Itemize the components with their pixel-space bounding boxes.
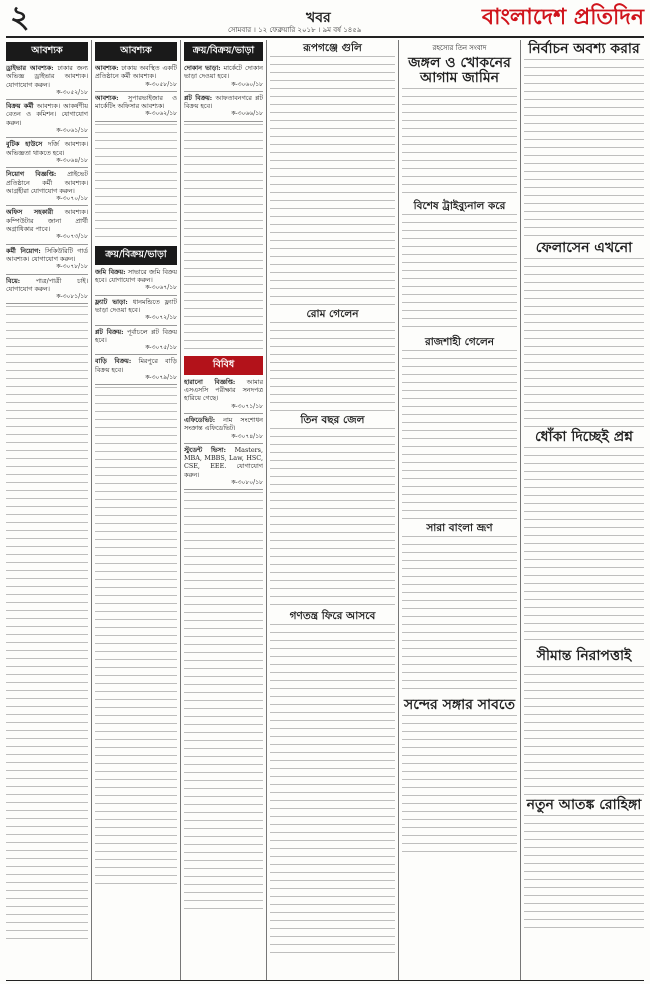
ad-code: ক-৩০৭৯/১৮ — [145, 374, 177, 382]
column-divider — [91, 40, 92, 980]
ad-list — [95, 64, 177, 122]
classified-ad — [95, 94, 177, 119]
ad-lead: ফ্ল্যাট ভাড়া: — [95, 297, 128, 306]
page-number: ২ — [10, 0, 30, 35]
ad-text: নাম সংশোধন সংক্রান্ত এফিডেভিট। — [184, 415, 263, 433]
ad-text: আবশ্যক। আকর্ষণীয় বেতন ও কমিশন। যোগাযোগ করুন। — [6, 102, 88, 127]
ad-separator — [95, 295, 177, 296]
ad-text: সিকিউরিটি গার্ড আবশ্যক। যোগাযোগ করুন। — [6, 246, 88, 263]
masthead — [6, 0, 644, 35]
ad-code: ক-৩০৮১/১৮ — [56, 293, 88, 301]
body-text-block — [184, 124, 263, 354]
classified-ad — [6, 64, 88, 97]
body-text-block — [6, 306, 88, 946]
story-headline: রূপগঞ্জে গুলি — [303, 42, 362, 54]
footer-rule — [6, 980, 644, 981]
ad-lead: অফিস সহকারী — [6, 208, 54, 217]
story-headline: জঙ্গল ও খোকনের আগাম জামিন — [408, 55, 511, 86]
ad-text: পূর্বাচলে প্লট বিক্রয় হবে। — [95, 327, 177, 344]
ad-text: আমার এসএসসি পরীক্ষার সনদপত্র হারিয়ে গেছে। — [184, 377, 263, 403]
story-body — [270, 56, 395, 306]
ad-lead: ড্রাইভার আবশ্যক: — [6, 64, 54, 72]
story-body — [270, 428, 395, 608]
section-header: আবশ্যক — [95, 42, 177, 61]
story-body — [524, 258, 644, 428]
ad-code: ক-৩০৭১/১৮ — [231, 402, 263, 410]
ad-text: সুপারভাইজার ও মার্কেটিং অফিসার আবশ্যক। — [95, 93, 177, 111]
ad-text: ঢাকার জন্য অভিজ্ঞ ড্রাইভার আবশ্যক। যোগাযোগ করুন। — [6, 64, 88, 89]
story-body — [524, 59, 644, 239]
story-headline: রোম গেলেন — [306, 308, 359, 320]
ad-text: মার্কেটে দোকান ভাড়া দেওয়া হবে। — [184, 64, 263, 81]
ad-separator — [95, 121, 177, 122]
story-headline: সীমান্ত নিরাপত্তাই — [536, 648, 632, 664]
story-body — [402, 715, 517, 855]
story-body — [524, 815, 644, 935]
ad-lead: আবশ্যক: — [95, 93, 119, 102]
ad-separator — [95, 384, 177, 385]
story-column-6 — [524, 40, 644, 980]
ad-code: ক-৩০৮০/১৮ — [231, 479, 263, 487]
classified-ad — [184, 446, 263, 487]
ad-lead: প্লট বিক্রয়: — [184, 93, 213, 102]
ad-separator — [95, 354, 177, 355]
ad-list — [184, 378, 263, 491]
ad-list — [6, 64, 88, 304]
story-kicker: রহস্যের তিন সংবাদ — [432, 44, 487, 52]
column-divider — [398, 40, 399, 980]
ad-lead: এফিডেভিট: — [184, 415, 216, 424]
classified-ad — [95, 357, 177, 382]
story-headline: সন্দের সঙ্গার সাবতে — [403, 697, 516, 713]
story-headline: তিন বছর জেল — [300, 414, 365, 426]
classified-ad — [6, 170, 88, 203]
ad-lead: হারানো বিজ্ঞপ্তি: — [184, 377, 236, 386]
classified-ad — [6, 102, 88, 135]
classified-ad — [95, 328, 177, 353]
classified-ad — [6, 140, 88, 165]
classifieds-column-1 — [6, 40, 88, 980]
column-divider — [266, 40, 267, 980]
classified-ad — [184, 416, 263, 441]
ad-separator — [6, 303, 88, 304]
ad-lead: বিক্রয় কর্মী — [6, 102, 34, 111]
ad-code: ক-৩০৬৪/১৮ — [56, 156, 88, 164]
issue-line: সোমবার । ১২ ফেব্রুয়ারি ২০১৮ । ৯ম বর্ষ ১৪৫৯ — [228, 26, 362, 34]
ad-separator — [6, 244, 88, 245]
ad-text: ঢাকায় অবস্থিত একটি প্রতিষ্ঠানে কর্মী আবশ্যক। — [95, 64, 177, 81]
ad-lead: কর্মী নিয়োগ: — [6, 246, 41, 255]
ad-lead: স্টুডেন্ট ভিসা: — [184, 445, 226, 454]
ad-text: আফতাবনগরে প্লট বিক্রয় হবে। — [184, 93, 263, 111]
column-divider — [520, 40, 521, 980]
story-headline: নির্বাচন অবশ্য করার — [528, 41, 640, 57]
story-headline: গণতন্ত্র ফিরে আসবে — [289, 610, 376, 622]
ad-separator — [184, 91, 263, 92]
ad-lead: জমি বিক্রয়: — [95, 267, 126, 276]
ad-separator — [95, 91, 177, 92]
ad-lead: বাড়ি বিক্রয়: — [95, 357, 132, 366]
section-header: ক্রয়/বিক্রয়/ভাড়া — [184, 42, 263, 61]
story-headline: বিশেষ ট্রাইব্যুনাল করে — [413, 200, 506, 212]
ad-separator — [184, 413, 263, 414]
story-body — [524, 447, 644, 647]
ad-code: ক-৩০৭৮/১৮ — [56, 263, 88, 271]
classified-ad — [6, 277, 88, 302]
ad-lead: বুটিক হাউসে — [6, 140, 43, 149]
story-body — [270, 322, 395, 412]
story-headline: সারা বাংলা ভ্রূণ — [426, 522, 493, 534]
body-text-block — [184, 492, 263, 912]
ad-text: দর্জি আবশ্যক। অভিজ্ঞতা থাকতে হবে। — [6, 140, 88, 157]
section-header: বিবিধ — [184, 356, 263, 375]
classifieds-column-3 — [184, 40, 263, 980]
classified-ad — [184, 64, 263, 89]
ad-separator — [184, 489, 263, 490]
masthead-rule — [6, 36, 644, 38]
ad-code: ক-৩০৭২/১৮ — [145, 314, 177, 322]
ad-separator — [6, 99, 88, 100]
story-body — [402, 88, 517, 198]
ad-separator — [6, 167, 88, 168]
story-body — [402, 536, 517, 696]
ad-separator — [6, 205, 88, 206]
ad-list — [184, 64, 263, 122]
ad-text: পাত্র/পাত্রী চাই। যোগাযোগ করুন। — [6, 276, 88, 293]
ad-separator — [184, 443, 263, 444]
ad-code: ক-৩০৫৮/১৮ — [145, 80, 177, 88]
story-body — [402, 350, 517, 520]
classified-ad — [184, 378, 263, 411]
ad-text: Masters, MBA, MBBS, Law, HSC, CSE, EEE. যোগাযোগ করুন। — [184, 445, 263, 479]
ad-separator — [6, 137, 88, 138]
ad-lead: আবশ্যক: — [95, 64, 119, 72]
paper-name: বাংলাদেশ প্রতিদিন — [481, 4, 644, 30]
classified-ad — [184, 94, 263, 119]
story-body — [524, 666, 644, 796]
story-column-4 — [270, 40, 395, 980]
body-text-block — [95, 387, 177, 887]
story-headline: রাজশাহী গেলেন — [424, 336, 495, 348]
classified-ad — [95, 298, 177, 323]
ad-text: সাভারে জমি বিক্রয় হবে। যোগাযোগ করুন। — [95, 267, 177, 285]
classified-ad — [6, 208, 88, 241]
ad-lead: দোকান ভাড়া: — [184, 64, 221, 72]
story-headline: ধোঁকা দিচ্ছেই প্রশ্ন — [535, 429, 633, 445]
ad-text: ধানমন্ডিতে ফ্ল্যাট ভাড়া দেওয়া হবে। — [95, 297, 177, 314]
ad-code: ক-৩০৬০/১৮ — [231, 80, 263, 88]
column-divider — [180, 40, 181, 980]
classified-ad — [95, 64, 177, 89]
story-body — [270, 624, 395, 954]
ad-separator — [95, 325, 177, 326]
ad-lead: বিয়ে: — [6, 276, 21, 285]
ad-code: ক-৩০৫২/১৮ — [56, 88, 88, 96]
story-headline: ফেলাসেন এখনো — [535, 240, 633, 256]
ad-text: আবশ্যক। কম্পিউটার জানা প্রার্থী অগ্রাধিকার পাবে। — [6, 208, 88, 234]
ad-separator — [6, 274, 88, 275]
ad-text: মিরপুরে বাড়ি বিক্রয় হবে। — [95, 357, 177, 374]
body-text-block — [95, 124, 177, 244]
section-header: আবশ্যক — [6, 42, 88, 61]
ad-list — [95, 268, 177, 386]
ad-separator — [184, 121, 263, 122]
ad-code: ক-৩০৭০/১৮ — [56, 195, 88, 203]
ad-text: প্রাইভেট প্রতিষ্ঠানে কর্মী আবশ্যক। আগ্রহীরা যোগাযোগ করুন। — [6, 170, 88, 195]
section-header: ক্রয়/বিক্রয়/ভাড়া — [95, 246, 177, 265]
ad-code: ক-৩০৭৪/১৮ — [231, 432, 263, 440]
story-body — [402, 214, 517, 334]
ad-code: ক-৩০৬২/১৮ — [145, 110, 177, 118]
story-column-5 — [402, 40, 517, 980]
ad-code: ক-৩০৬৭/১৮ — [145, 284, 177, 292]
ad-code: ক-৩০৭৫/১৮ — [145, 344, 177, 352]
ad-code: ক-৩০৭৩/১৮ — [56, 233, 88, 241]
classified-ad — [6, 247, 88, 272]
ad-lead: প্লট বিক্রয়: — [95, 327, 124, 336]
classifieds-column-2 — [95, 40, 177, 980]
section-name: খবর — [306, 10, 331, 26]
story-headline: নতুন আতঙ্ক রোহিঙ্গা — [526, 797, 642, 813]
ad-code: ক-৩০৬১/১৮ — [56, 127, 88, 135]
ad-lead: নিয়োগ বিজ্ঞপ্তি: — [6, 170, 57, 179]
ad-code: ক-৩০৬৬/১৮ — [231, 110, 263, 118]
classified-ad — [95, 268, 177, 293]
